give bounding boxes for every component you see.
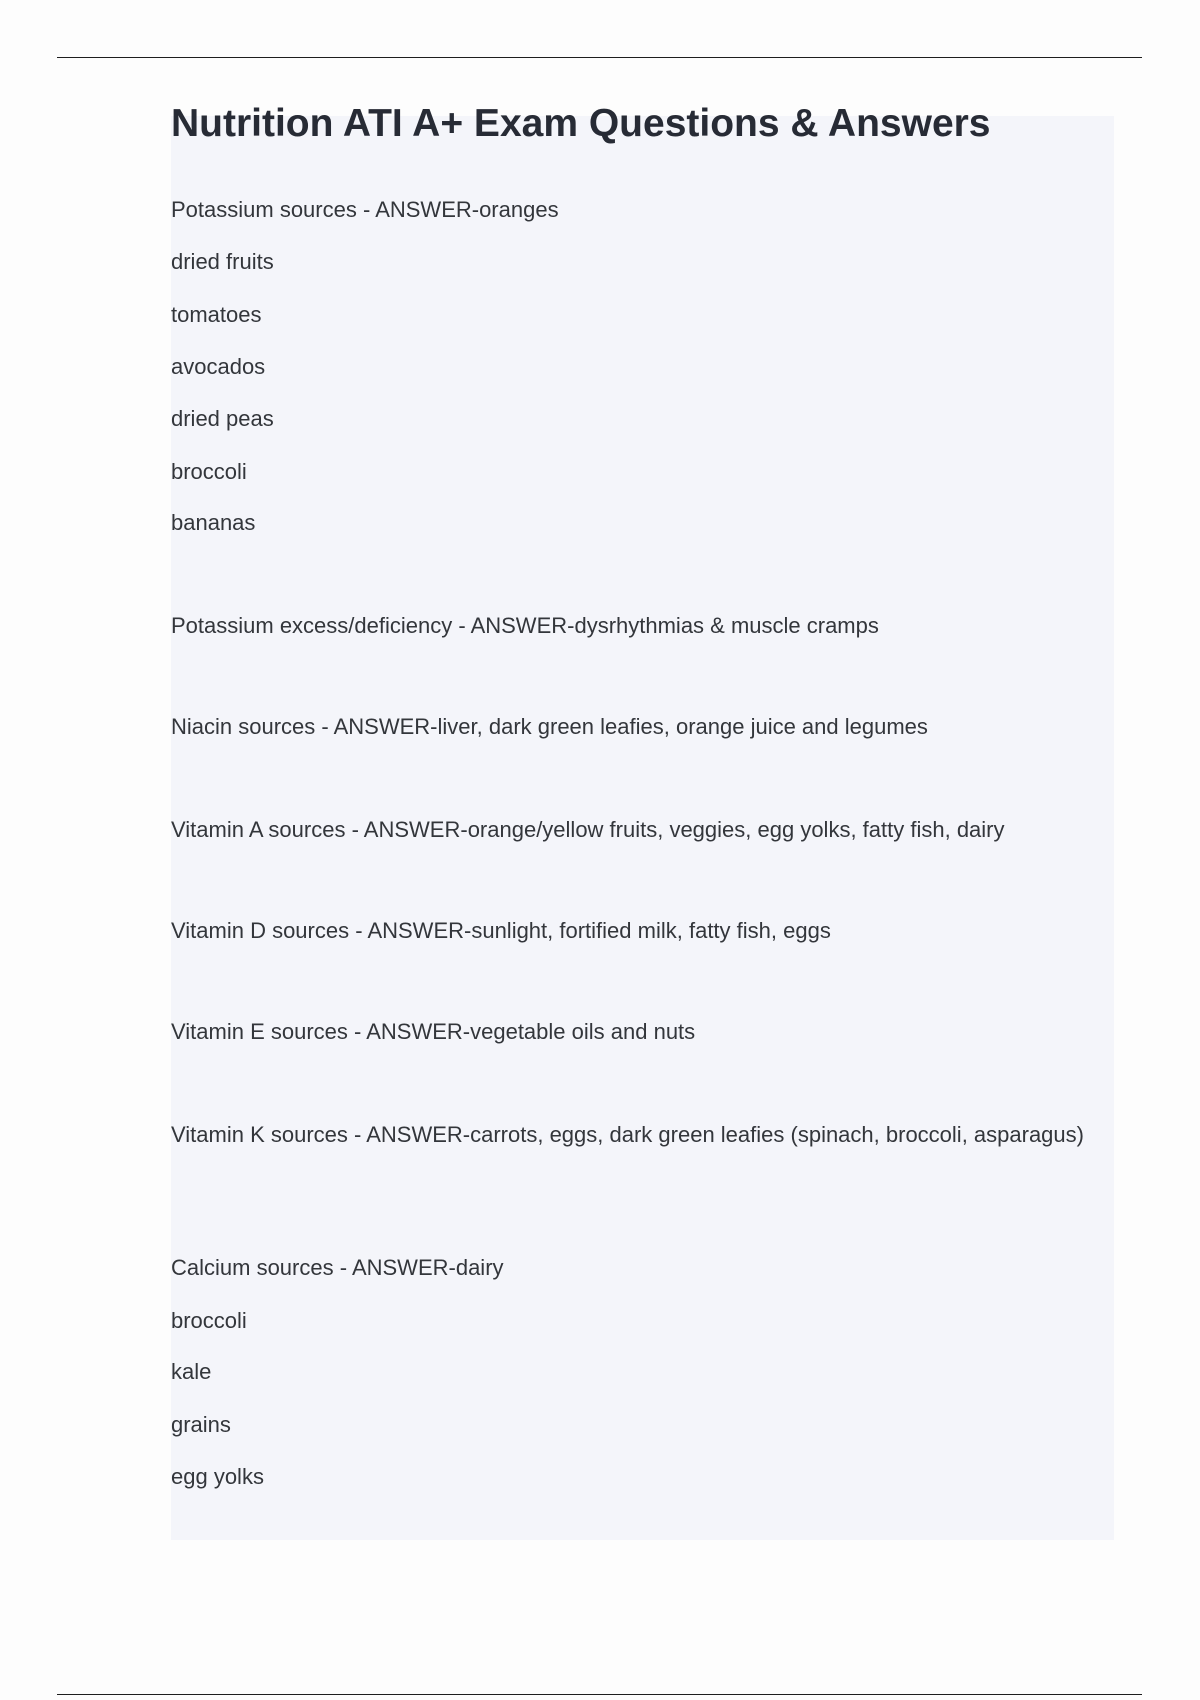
list-item: tomatoes xyxy=(171,302,262,327)
list-item: avocados xyxy=(171,354,266,379)
page-title: Nutrition ATI A+ Exam Questions & Answers xyxy=(171,102,991,145)
list-item: dried peas xyxy=(171,406,274,431)
top-rule xyxy=(57,57,1142,58)
answer-line-vitamin-k-sources: Vitamin K sources - ANSWER-carrots, eggs, dark green leafies (spinach, broccoli, asparagus) xyxy=(171,1122,1084,1147)
list-item: bananas xyxy=(171,510,256,535)
answer-line-vitamin-d-sources: Vitamin D sources - ANSWER-sunlight, fortified milk, fatty fish, eggs xyxy=(171,918,831,943)
answer-line-vitamin-e-sources: Vitamin E sources - ANSWER-vegetable oils and nuts xyxy=(171,1019,696,1044)
answer-line-vitamin-a-sources: Vitamin A sources - ANSWER-orange/yellow fruits, veggies, egg yolks, fatty fish, dairy xyxy=(171,817,1005,842)
answer-line-potassium-excess: Potassium excess/deficiency - ANSWER-dysrhythmias & muscle cramps xyxy=(171,613,879,638)
answer-line-niacin-sources: Niacin sources - ANSWER-liver, dark green leafies, orange juice and legumes xyxy=(171,714,928,739)
list-item: dried fruits xyxy=(171,249,274,274)
answer-line-potassium-sources: Potassium sources - ANSWER-oranges xyxy=(171,197,559,222)
list-item: grains xyxy=(171,1412,231,1437)
list-item: broccoli xyxy=(171,1308,247,1333)
list-item: egg yolks xyxy=(171,1464,264,1489)
answer-line-calcium-sources: Calcium sources - ANSWER-dairy xyxy=(171,1255,504,1280)
list-item: broccoli xyxy=(171,459,247,484)
bottom-rule xyxy=(57,1694,1142,1695)
list-item: kale xyxy=(171,1359,212,1384)
